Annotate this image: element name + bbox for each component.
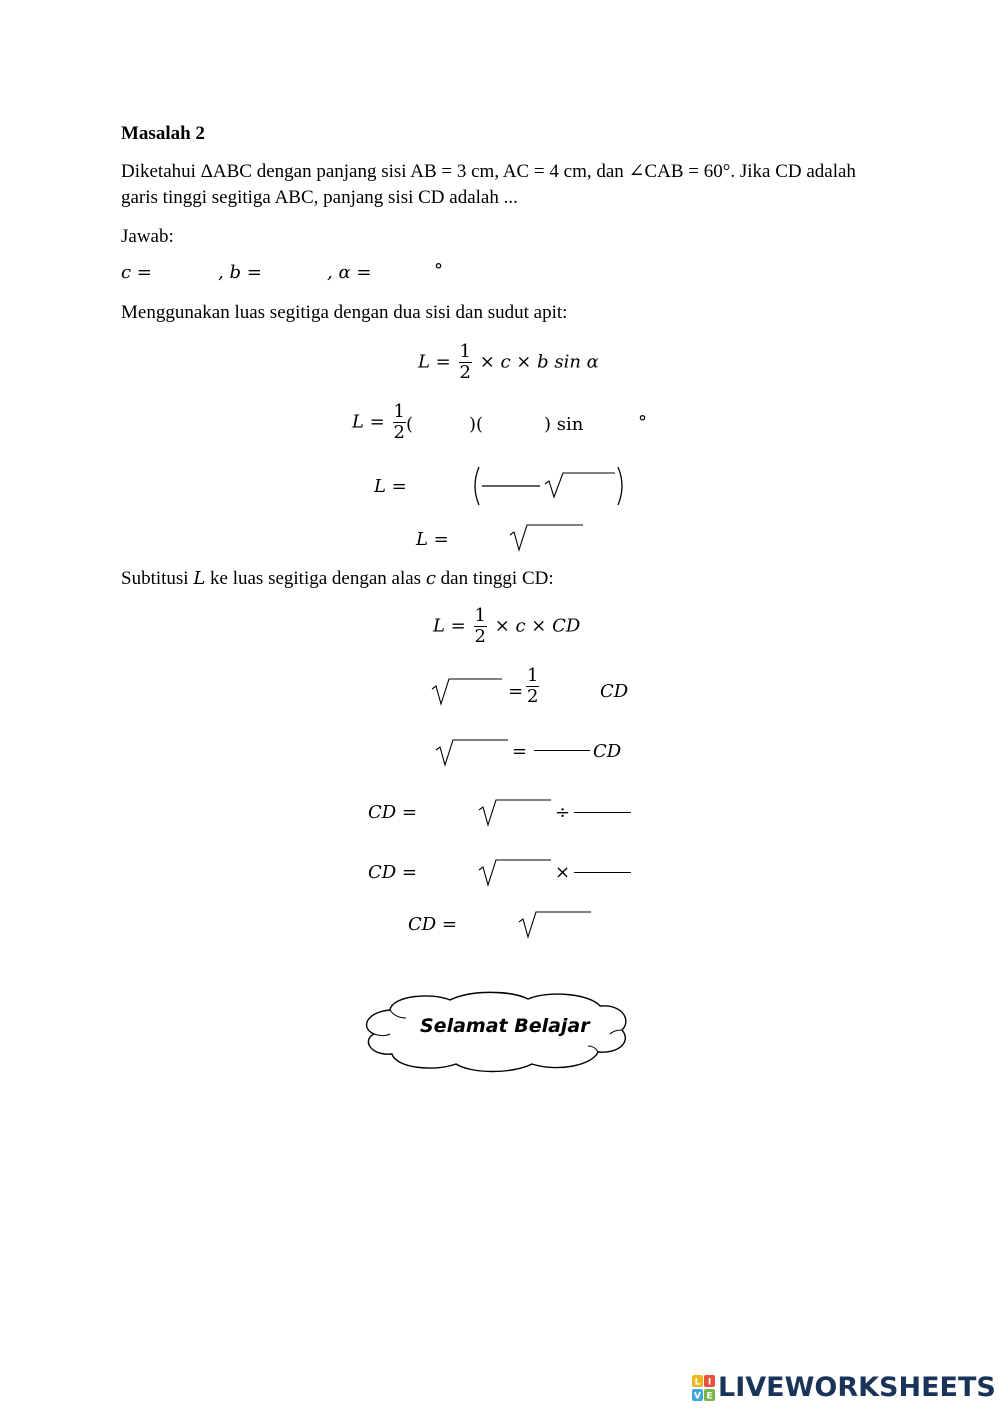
formula3-expression	[470, 464, 630, 508]
svg-text:I: I	[707, 1377, 712, 1387]
formula8-divide-sign: ÷	[555, 802, 571, 823]
formula2-lhs: L =	[352, 411, 385, 433]
formula9-sqrt	[477, 855, 557, 889]
formula7-cd: CD	[593, 741, 622, 762]
formula6-den: 2	[527, 686, 539, 707]
formula-substitution	[352, 402, 408, 443]
logo-text: LIVEWORKSHEETS	[718, 1372, 996, 1403]
step2-pre: Subtitusi	[121, 568, 194, 589]
formula5-lhs: L =	[433, 615, 466, 637]
formula1-fraction	[459, 342, 472, 383]
step2-mid: ke luas segitiga dengan alas	[205, 568, 426, 589]
formula5-fraction	[474, 606, 487, 647]
given-alpha-label: , α =	[327, 262, 372, 283]
formula5-den: 2	[474, 626, 486, 647]
formula6-num: 1	[527, 665, 539, 686]
logo-tiles-icon	[692, 1373, 716, 1403]
formula2-fraction	[393, 402, 406, 443]
formula1-rhs: × c × b sin α	[479, 351, 599, 373]
formula6-fraction	[526, 666, 539, 707]
formula7-equals: =	[512, 741, 528, 762]
formula9-lhs: CD =	[368, 862, 418, 883]
formula7-sqrt	[434, 735, 514, 769]
cloud-text: Selamat Belajar	[420, 1015, 590, 1037]
formula6-sqrt	[430, 674, 510, 708]
formula1-lhs: L =	[418, 351, 451, 373]
step2-text	[121, 566, 554, 592]
formula2-close-sin: ) sin	[544, 414, 584, 435]
svg-text:E: E	[706, 1391, 713, 1401]
answer-label: Jawab:	[121, 226, 174, 247]
formula10-lhs: CD =	[408, 914, 458, 935]
formula-area-sas	[418, 342, 599, 383]
formula5-num: 1	[474, 605, 486, 626]
problem-text-line-2: garis tinggi segitiga ABC, panjang sisi CD adalah ...	[121, 187, 518, 208]
given-degree-sign: °	[434, 260, 443, 281]
formula5-rhs: × c × CD	[494, 615, 581, 637]
given-c-label: c =	[121, 262, 152, 283]
formula2-degree-sign: °	[638, 412, 647, 433]
formula10-sqrt	[517, 907, 597, 941]
formula3-lhs: L =	[374, 476, 407, 497]
step2-c: c	[425, 568, 436, 589]
formula6-equals: =	[508, 681, 524, 702]
formula9-fraction-bar	[574, 872, 631, 873]
formula1-den: 2	[459, 362, 471, 383]
problem-heading: Masalah 2	[121, 123, 205, 144]
svg-text:L: L	[694, 1377, 701, 1387]
svg-text:V: V	[694, 1391, 701, 1401]
formula6-fraction-wrap	[524, 666, 541, 707]
formula-area-base-height	[433, 606, 580, 647]
liveworksheets-logo	[692, 1372, 996, 1403]
formula9-times-sign: ×	[555, 862, 571, 883]
formula1-num: 1	[459, 341, 471, 362]
step2-L: L	[193, 568, 206, 589]
formula8-sqrt	[477, 795, 557, 829]
formula2-open-paren: (	[406, 414, 414, 435]
formula2-den: 2	[393, 422, 405, 443]
formula2-num: 1	[393, 401, 405, 422]
formula8-fraction-bar	[574, 812, 631, 813]
formula4-lhs: L =	[416, 529, 449, 550]
formula7-fraction-bar	[534, 750, 590, 751]
step1-text: Menggunakan luas segitiga dengan dua sisi dan sudut apit:	[121, 302, 568, 323]
formula2-mid-paren: )(	[469, 414, 484, 435]
step2-post: dan tinggi CD:	[435, 568, 554, 589]
given-b-label: , b =	[218, 262, 262, 283]
formula4-sqrt	[508, 520, 588, 554]
problem-text-line-1: Diketahui ΔABC dengan panjang sisi AB = 3 cm, AC = 4 cm, dan ∠CAB = 60°. Jika CD adalah	[121, 161, 856, 182]
formula6-cd: CD	[600, 681, 629, 702]
formula8-lhs: CD =	[368, 802, 418, 823]
